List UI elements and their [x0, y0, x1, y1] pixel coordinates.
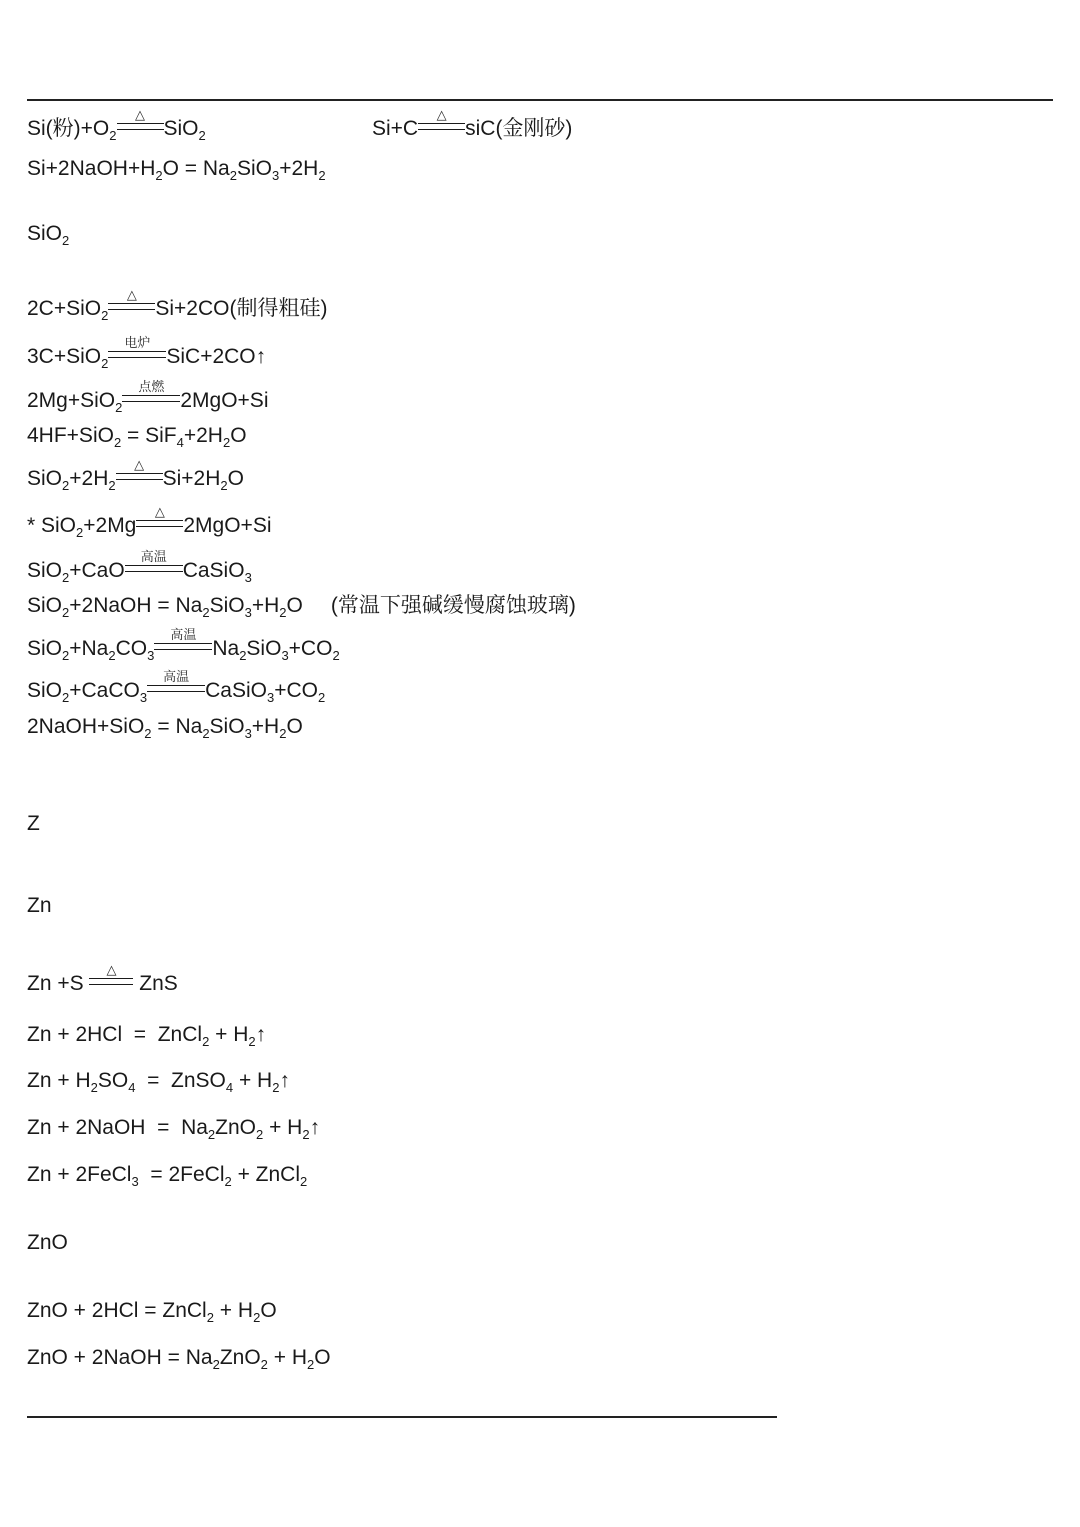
- subscript: 2: [300, 1174, 308, 1190]
- subscript: 2: [62, 690, 70, 706]
- formula-text: SiO: [209, 594, 245, 617]
- equations-container: [27, 99, 1080, 1418]
- double-line-icon: [125, 565, 183, 572]
- formula-text: +2NaOH = Na: [69, 594, 203, 617]
- subscript: 4: [225, 1080, 234, 1096]
- formula-text: SiO: [246, 637, 282, 660]
- equation-4hf-sio2: [27, 421, 1080, 451]
- formula-text: siC(金刚砂): [465, 117, 573, 140]
- reaction-equals-with-condition: [136, 504, 183, 527]
- subscript: 3: [272, 168, 280, 184]
- subscript: 2: [256, 1127, 264, 1143]
- formula-text: ZnS: [133, 972, 178, 995]
- formula-text: 2MgO+Si: [180, 389, 269, 412]
- formula-text: O: [230, 424, 247, 447]
- formula-text: + H: [213, 1299, 254, 1322]
- equation-zn-2hcl: [27, 1020, 1080, 1050]
- equation-zn-s: [27, 962, 1080, 999]
- reaction-equals-with-condition: [122, 379, 180, 402]
- formula-text: O: [286, 594, 303, 617]
- section-header-zno: [27, 1228, 1080, 1258]
- subscript: 2: [202, 605, 210, 621]
- formula-text: +2Mg: [83, 514, 137, 537]
- formula-text: + ZnCl: [231, 1163, 301, 1186]
- double-line-icon: [418, 123, 465, 130]
- formula-text: = Na: [151, 715, 203, 738]
- subscript: 2: [220, 478, 228, 494]
- double-line-icon: [147, 685, 205, 692]
- formula-text: +Na: [69, 637, 109, 660]
- subscript: 2: [332, 648, 340, 664]
- formula-text: +CO: [288, 637, 333, 660]
- formula-text: + H: [263, 1116, 303, 1139]
- equation-si-o2: [27, 107, 1080, 144]
- double-line-icon: [89, 978, 133, 985]
- formula-text: ZnO: [27, 1231, 68, 1254]
- subscript: 2: [212, 1357, 220, 1373]
- formula-text: ZnO: [219, 1346, 261, 1369]
- condition-label: △: [154, 504, 165, 519]
- subscript: 2: [113, 435, 122, 451]
- double-line-icon: [108, 351, 166, 358]
- reaction-equals-with-condition: [89, 962, 133, 985]
- condition-label: 电炉: [124, 335, 151, 350]
- subscript: 2: [62, 478, 70, 494]
- subscript: 2: [318, 168, 326, 184]
- formula-text: SO: [97, 1069, 129, 1092]
- section-header-sio2: [27, 219, 1080, 249]
- subscript: 2: [317, 690, 326, 706]
- formula-text: ZnO + 2HCl = ZnCl: [27, 1299, 207, 1322]
- formula-text: * SiO: [27, 514, 77, 537]
- subscript: 2: [198, 128, 206, 144]
- formula-text: SiO: [27, 637, 63, 660]
- subscript: 2: [207, 1127, 216, 1143]
- formula-text: O = Na: [162, 157, 230, 180]
- formula-text: +CO: [274, 679, 318, 702]
- double-line-icon: [117, 123, 164, 130]
- formula-text: SiO: [27, 467, 63, 490]
- subscript: 4: [176, 435, 184, 451]
- condition-label: 高温: [170, 627, 197, 642]
- formula-text: ↑: [255, 1023, 267, 1046]
- equation-si-naoh: [27, 154, 1080, 184]
- reaction-equals-with-condition: [108, 287, 155, 310]
- subscript: 2: [108, 478, 116, 494]
- section-header-z: [27, 809, 1080, 839]
- condition-label: 高温: [163, 669, 190, 684]
- formula-text: 2C+SiO: [27, 297, 102, 320]
- formula-text: SiO: [27, 559, 63, 582]
- reaction-equals-with-condition: [154, 627, 212, 650]
- subscript: 3: [244, 726, 252, 742]
- subscript: 3: [244, 570, 252, 586]
- formula-text: CaSiO: [205, 679, 267, 702]
- condition-label: 点燃: [138, 379, 165, 394]
- formula-text: Zn: [27, 894, 52, 917]
- reaction-equals-with-condition: [116, 457, 163, 480]
- formula-text: 2Mg+SiO: [27, 389, 116, 412]
- subscript: 2: [202, 726, 210, 742]
- subscript: 2: [206, 1310, 214, 1326]
- double-line-icon: [122, 395, 180, 402]
- formula-text: Zn + H: [27, 1069, 91, 1092]
- formula-text: +CaCO: [69, 679, 140, 702]
- reaction-equals-with-condition: [125, 549, 183, 572]
- equation-sio2-2naoh: [27, 591, 1080, 621]
- formula-text: O: [286, 715, 303, 738]
- subscript: 3: [244, 605, 252, 621]
- subscript: 2: [109, 128, 117, 144]
- formula-text: Zn + 2HCl = ZnCl: [27, 1023, 203, 1046]
- formula-text: + H: [267, 1346, 307, 1369]
- subscript: 2: [101, 356, 109, 372]
- formula-text: +2H: [69, 467, 109, 490]
- double-line-icon: [116, 473, 163, 480]
- formula-text: Z: [27, 812, 40, 835]
- formula-text: 3C+SiO: [27, 345, 102, 368]
- formula-text: ↑: [309, 1116, 321, 1139]
- subscript: 3: [147, 648, 155, 664]
- reaction-equals-with-condition: [108, 335, 166, 358]
- formula-text: Zn +S: [27, 972, 90, 995]
- subscript: 2: [101, 308, 109, 324]
- subscript: 2: [239, 648, 247, 664]
- formula-text: = 2FeCl: [138, 1163, 225, 1186]
- formula-text: ZnO: [215, 1116, 256, 1139]
- subscript: 2: [302, 1127, 310, 1143]
- section-header-zn: [27, 891, 1080, 921]
- equation-zno-2naoh: [27, 1343, 1080, 1373]
- formula-text: ↑: [279, 1069, 290, 1092]
- subscript: 3: [131, 1174, 139, 1190]
- subscript: 2: [144, 726, 152, 742]
- formula-text: Si+2H: [162, 467, 221, 490]
- condition-label: △: [126, 287, 137, 302]
- double-line-icon: [154, 643, 212, 650]
- formula-text: +CaO: [69, 559, 125, 582]
- formula-text: SiO: [27, 594, 63, 617]
- formula-text: O: [227, 467, 244, 490]
- formula-text: Si(粉)+O: [27, 117, 110, 140]
- equation-zno-2hcl: [27, 1296, 1080, 1326]
- equation-zn-2naoh: [27, 1113, 1080, 1143]
- reaction-equals-with-condition: [147, 669, 205, 692]
- formula-text: 2MgO+Si: [183, 514, 272, 537]
- subscript: 2: [90, 1080, 98, 1096]
- condition-label: △: [436, 107, 447, 122]
- formula-text: 4HF+SiO: [27, 424, 114, 447]
- formula-text: +2H: [183, 424, 223, 447]
- equation-sio2-2mg: [27, 504, 1080, 541]
- formula-text: = SiF: [121, 424, 177, 447]
- subscript: 2: [62, 570, 70, 586]
- formula-text: SiO: [27, 679, 63, 702]
- formula-text: + H: [233, 1069, 273, 1092]
- formula-text: Si+2CO(制得粗硅): [155, 297, 328, 320]
- subscript: 2: [279, 605, 287, 621]
- condition-label: △: [134, 457, 145, 472]
- subscript: 2: [307, 1357, 315, 1373]
- formula-text: SiO: [236, 157, 272, 180]
- equation-column-2: [372, 107, 573, 144]
- subscript: 2: [222, 435, 231, 451]
- formula-text: Zn + 2FeCl: [27, 1163, 132, 1186]
- formula-text: O: [314, 1346, 331, 1369]
- formula-text: ZnO + 2NaOH = Na: [27, 1346, 213, 1369]
- condition-label: △: [135, 107, 145, 122]
- formula-text: 2NaOH+SiO: [27, 715, 145, 738]
- subscript: 2: [253, 1310, 261, 1326]
- equation-2mg-sio2: [27, 379, 1080, 416]
- formula-text: SiO: [27, 222, 63, 245]
- subscript: 2: [62, 648, 70, 664]
- equation-sio2-2h2: [27, 457, 1080, 494]
- top-rule: [27, 99, 1053, 101]
- double-line-icon: [136, 520, 183, 527]
- formula-text: +2H: [279, 157, 319, 180]
- subscript: 2: [76, 525, 84, 541]
- formula-text: CaSiO: [182, 559, 245, 582]
- subscript: 2: [248, 1034, 256, 1050]
- formula-text: SiO: [209, 715, 245, 738]
- subscript: 3: [281, 648, 289, 664]
- subscript: 2: [155, 168, 163, 184]
- formula-text: (常温下强碱缓慢腐蚀玻璃): [330, 594, 576, 617]
- subscript: 2: [279, 726, 287, 742]
- equation-zn-2fecl3: [27, 1160, 1080, 1190]
- subscript: 2: [115, 400, 123, 416]
- formula-text: + H: [209, 1023, 249, 1046]
- formula-text: Zn + 2NaOH = Na: [27, 1116, 208, 1139]
- formula-text: SiO: [163, 117, 199, 140]
- equation-zn-h2so4: [27, 1066, 1080, 1096]
- subscript: 2: [62, 233, 70, 249]
- formula-text: +H: [251, 594, 280, 617]
- condition-label: 高温: [140, 549, 167, 564]
- equation-sio2-cao: [27, 549, 1080, 586]
- reaction-equals-with-condition: [117, 107, 164, 130]
- subscript: 2: [202, 1034, 210, 1050]
- subscript: 2: [260, 1357, 268, 1373]
- subscript: 2: [229, 168, 237, 184]
- subscript: 2: [108, 648, 116, 664]
- reaction-equals-with-condition: [418, 107, 465, 130]
- subscript: 2: [272, 1080, 280, 1096]
- bottom-rule: [27, 1416, 777, 1418]
- equation-3c-sio2: [27, 335, 1080, 372]
- subscript: 3: [139, 690, 148, 706]
- double-line-icon: [108, 303, 155, 310]
- subscript: 3: [266, 690, 275, 706]
- formula-text: Si+C: [372, 117, 419, 140]
- equation-2c-sio2: [27, 287, 1080, 324]
- formula-text: = ZnSO: [135, 1069, 226, 1092]
- formula-text: O: [260, 1299, 277, 1322]
- formula-text: SiC+2CO↑: [166, 345, 267, 368]
- equation-sio2-caco3: [27, 669, 1080, 706]
- formula-text: +H: [251, 715, 280, 738]
- subscript: 4: [128, 1080, 136, 1096]
- formula-text: Na: [212, 637, 240, 660]
- equation-2naoh-sio2: [27, 712, 1080, 742]
- formula-text: Si+2NaOH+H: [27, 157, 156, 180]
- formula-text: CO: [115, 637, 148, 660]
- equation-sio2-na2co3: [27, 627, 1080, 664]
- subscript: 2: [62, 605, 70, 621]
- condition-label: △: [106, 962, 117, 977]
- subscript: 2: [224, 1174, 232, 1190]
